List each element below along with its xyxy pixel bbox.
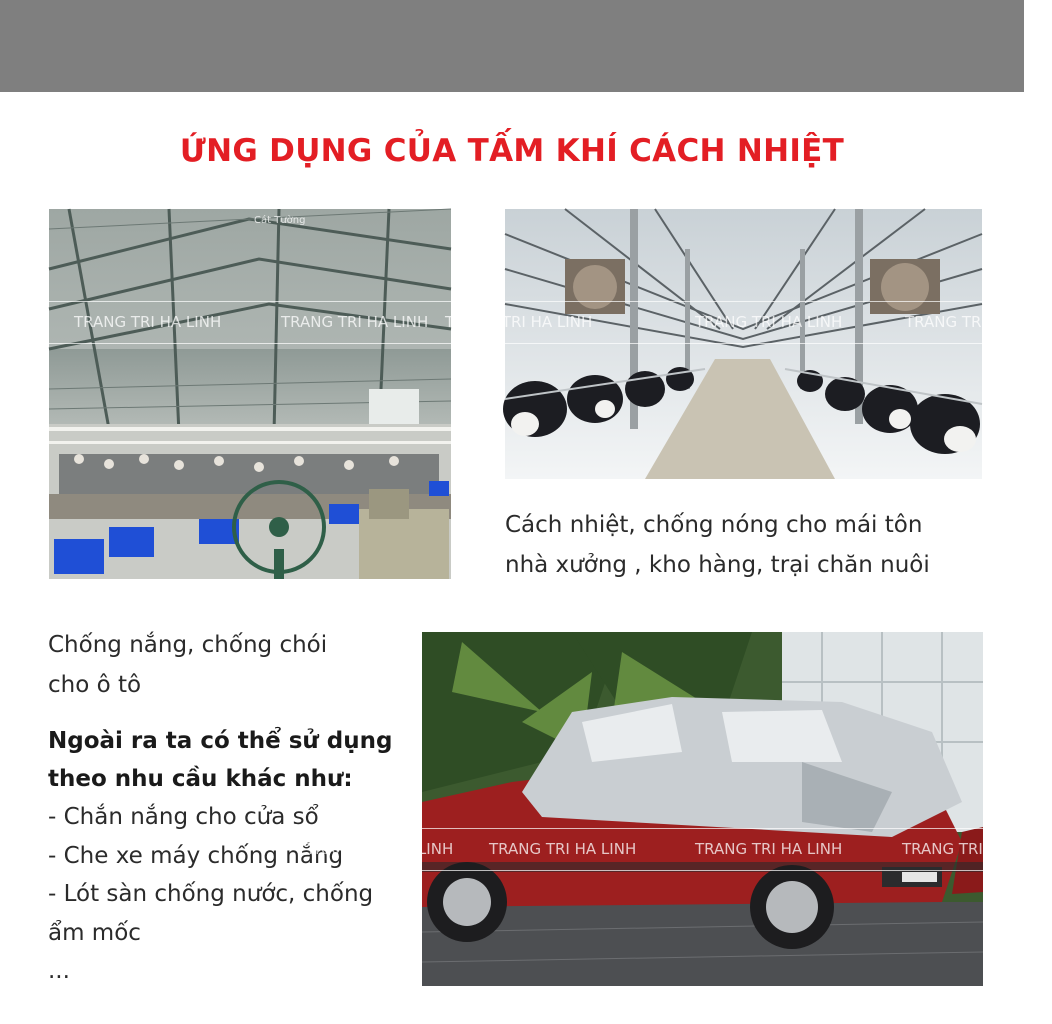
watermark-text: TRANG TRI HA LINH: [905, 313, 1052, 331]
car-illustration: [422, 632, 983, 986]
factory-photo: [49, 209, 451, 579]
caption-line: cho ô tô: [48, 672, 142, 698]
barn-illustration: [505, 209, 982, 479]
barn-photo: [445, 209, 1052, 479]
watermark-text: TRANG TRI HA LINH: [74, 313, 222, 331]
watermark-line: [505, 301, 982, 302]
other-uses-list: [48, 798, 418, 991]
list-item: - Chắn nắng cho cửa sổ: [48, 804, 319, 830]
watermark-line: [49, 301, 451, 302]
watermark-small: Cát Tường: [254, 215, 306, 226]
list-item: ẩm mốc: [48, 919, 141, 946]
watermark-text: TRANG TRI HA LINH: [489, 840, 637, 858]
caption-line: Chống nắng, chống chói: [48, 632, 328, 658]
heading-line: Ngoài ra ta có thể sử dụng: [48, 728, 393, 754]
list-item: ...: [48, 958, 70, 984]
car-caption: [48, 625, 408, 705]
car-photo: [306, 632, 1050, 986]
watermark-text: TRANG TRI HA LINH: [445, 313, 593, 331]
watermark-line: [422, 828, 983, 829]
top-bar: [0, 0, 1024, 92]
watermark-text: TRANG TRI HA LINH: [281, 313, 429, 331]
list-item: - Lót sàn chống nước, chống: [48, 881, 374, 907]
factory-illustration: [49, 209, 451, 579]
watermark-text: TRANG TRI HA LINH: [902, 840, 1050, 858]
watermark-text: TRANG TRI HA LINH: [306, 840, 454, 858]
watermark-text: TRANG TRI HA LINH: [695, 840, 843, 858]
caption-line: Cách nhiệt, chống nóng cho mái tôn: [505, 512, 923, 538]
caption-line: nhà xưởng , kho hàng, trại chăn nuôi: [505, 552, 930, 578]
other-uses-heading: [48, 722, 418, 798]
watermark-line: [505, 343, 982, 344]
barn-caption: [505, 505, 985, 585]
watermark-text: TRANG TRI HA LINH: [695, 313, 843, 331]
list-item: - Che xe máy chống nắng: [48, 842, 344, 869]
watermark-line: [422, 870, 983, 871]
page-title: ỨNG DỤNG CỦA TẤM KHÍ CÁCH NHIỆT: [179, 133, 845, 169]
watermark-line: [49, 343, 451, 344]
heading-line: theo nhu cầu khác như:: [48, 766, 353, 792]
